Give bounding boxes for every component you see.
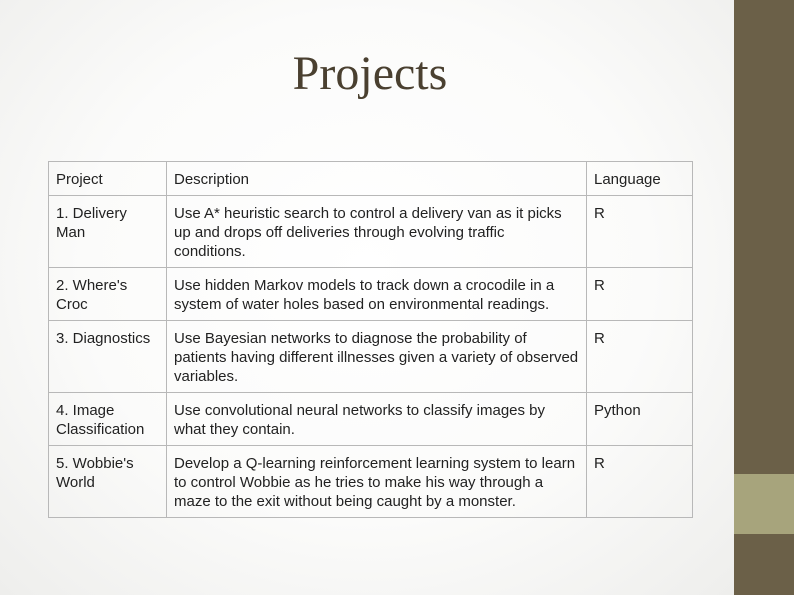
table-row [49, 321, 693, 393]
cell-description: Develop a Q-learning reinforcement learning system to learn to control Wobbie as he tries to make his way through a maze to the exit without being caught by a monster. [167, 446, 587, 518]
cell-project: 5. Wobbie's World [49, 446, 167, 518]
table-header-row [49, 162, 693, 196]
table-row [49, 268, 693, 321]
cell-project: 2. Where's Croc [49, 268, 167, 321]
header-language: Language [587, 162, 693, 196]
table-row [49, 196, 693, 268]
cell-language: R [587, 321, 693, 393]
cell-project: 1. Delivery Man [49, 196, 167, 268]
side-band-accent-block [734, 474, 794, 534]
cell-language: R [587, 268, 693, 321]
header-description: Description [167, 162, 587, 196]
cell-description: Use Bayesian networks to diagnose the probability of patients having different illnesses given a variety of observed variables. [167, 321, 587, 393]
table-row [49, 393, 693, 446]
cell-description: Use A* heuristic search to control a delivery van as it picks up and drops off deliveries through evolving traffic conditions. [167, 196, 587, 268]
cell-description: Use convolutional neural networks to classify images by what they contain. [167, 393, 587, 446]
slide-title: Projects [292, 47, 448, 100]
cell-language: R [587, 196, 693, 268]
cell-language: Python [587, 393, 693, 446]
cell-description: Use hidden Markov models to track down a crocodile in a system of water holes based on environmental readings. [167, 268, 587, 321]
cell-language: R [587, 446, 693, 518]
cell-project: 3. Diagnostics [49, 321, 167, 393]
header-project: Project [49, 162, 167, 196]
projects-table [48, 161, 693, 518]
table-row [49, 446, 693, 518]
cell-project: 4. Image Classification [49, 393, 167, 446]
